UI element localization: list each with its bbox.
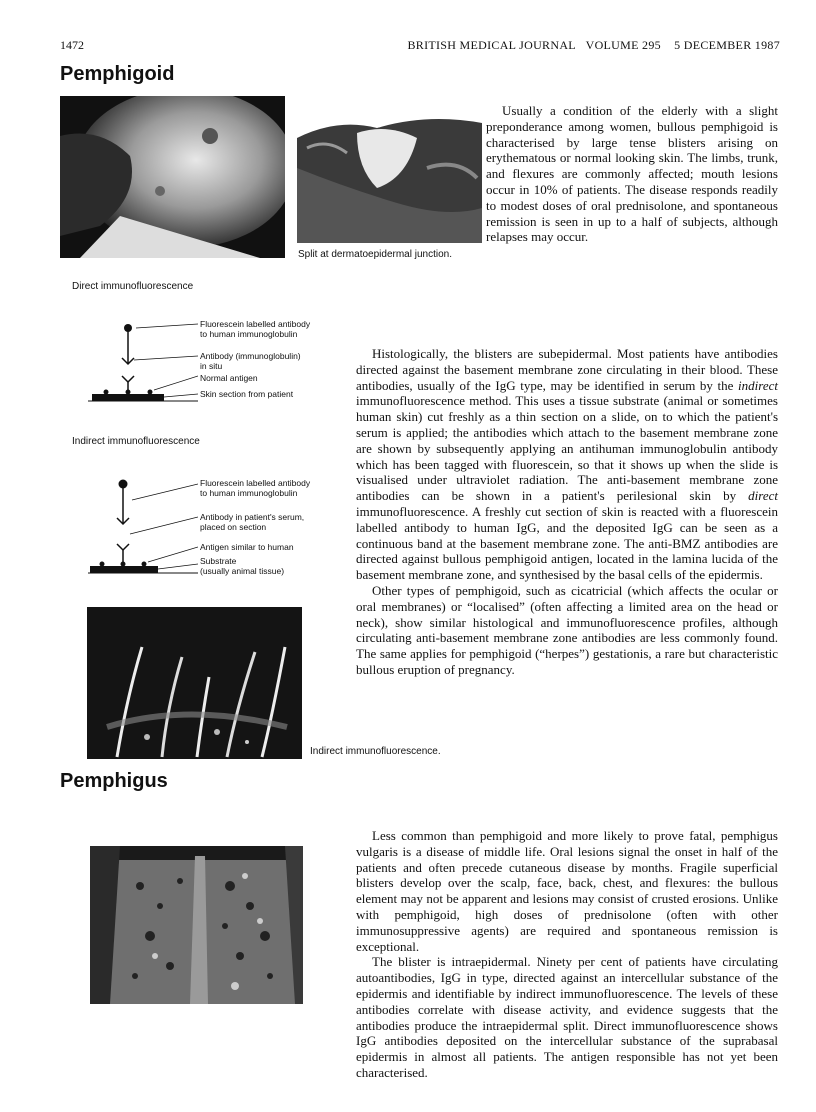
journal-info bbox=[407, 38, 780, 53]
pemphigus-body bbox=[356, 828, 778, 1081]
para2-part-b: immunofluorescence method. This uses a tissue substrate (animal or sometimes human skin) cut freshly as a thin section on a slide, on to which the patient's serum is applied; the antibodies which attach to the basement membrane zone are shown by subsequently applying an antihuman immunoglobulin antibody which has been tagged with fluorescein, so that it shows up when the slide is visualised under ultraviolet radiation. The anti-basement membrane zone antibodies can be shown in a patient's perilesional skin by bbox=[356, 393, 778, 504]
journal-date: 5 DECEMBER 1987 bbox=[674, 38, 780, 52]
indirect-if-title: Indirect immunofluorescence bbox=[72, 436, 200, 447]
direct-if-diagram bbox=[88, 318, 328, 410]
histology-caption: Split at dermatoepidermal junction. bbox=[298, 249, 452, 260]
direct-label-1: Fluorescein labelled antibody bbox=[200, 319, 311, 329]
indirect-if-diagram bbox=[88, 472, 328, 594]
indirect-if-schematic bbox=[88, 472, 198, 594]
direct-label-2: to human immunoglobulin bbox=[200, 329, 298, 339]
indirect-label-2: to human immunoglobulin bbox=[200, 488, 298, 498]
journal-volume: VOLUME 295 bbox=[585, 38, 661, 52]
pemphigus-photo bbox=[90, 846, 303, 1004]
pemphigoid-types-paragraph: Other types of pemphigoid, such as cicatricial (which affects the ocular or oral membranes) or “localised” (often affecting a limited area on the head or neck), show similar histological and immunofluorescence profiles, although circulating anti-basement membrane zone antibodies are less commonly found. The same applies for pemphigoid (“herpes”) gestationis, a rare but characteristic bullous eruption of pregnancy. bbox=[356, 582, 778, 677]
direct-label-3: Antibody (immunoglobulin) bbox=[200, 351, 301, 361]
indirect-label-7: (usually animal tissue) bbox=[200, 566, 285, 576]
indirect-label-3: Antibody in patient's serum, bbox=[200, 512, 305, 522]
blister-photo bbox=[60, 96, 285, 258]
para2-emphasis-indirect: indirect bbox=[738, 377, 778, 393]
para2-part-c: immunofluorescence. A freshly cut section of skin is reacted with a fluorescein labelled antibody to human IgG, and the deposited IgG can be seen as a continuous band at the basement membrane zone. The anti-BMZ antibodies are directed against bullous pemphigoid antigen, located in the lamina lucida of the basement membrane zone, and synthesised by the basal cells of the epidermis. bbox=[356, 503, 778, 583]
pemphigoid-body bbox=[356, 346, 778, 678]
pemphigoid-intro bbox=[486, 103, 778, 245]
indirect-label-1: Fluorescein labelled antibody bbox=[200, 478, 311, 488]
section-title-pemphigoid: Pemphigoid bbox=[60, 63, 175, 85]
pemphigoid-histology-paragraph bbox=[356, 346, 778, 583]
indirect-label-6: Substrate bbox=[200, 556, 237, 566]
direct-if-schematic bbox=[88, 318, 198, 410]
direct-if-title: Direct immunofluorescence bbox=[72, 281, 194, 292]
pemphigoid-intro-text: Usually a condition of the elderly with a slight preponderance among women, bullous pemphigoid is characterised by large tense blisters arising on erythematous or normal looking skin. The limbs, trunk, and flexures are commonly affected; mouth lesions occur in 10% of patients. The disease responds readily to modest doses of oral prednisolone, and spontaneous remission is seen in up to a half of subjects, although relapses may occur. bbox=[486, 103, 778, 245]
direct-label-6: Skin section from patient bbox=[200, 389, 294, 399]
direct-label-4: in situ bbox=[200, 361, 223, 371]
section-title-pemphigus: Pemphigus bbox=[60, 770, 168, 792]
running-header bbox=[60, 38, 780, 54]
journal-name: BRITISH MEDICAL JOURNAL bbox=[407, 38, 576, 52]
pemphigus-paragraph-2: The blister is intraepidermal. Ninety per cent of patients have circulating autoantibodies, IgG in type, directed against an intercellular substance of the epidermis and identifiable by indirect immunofluorescence. The levels of these antibodies correlate with disease activity, and evidence suggests that the antibodies produce the intraepidermal split. Direct immunofluorescence shows IgG antibodies deposited on the intercellular substance of the suprabasal epidermis in almost all patients. The antigen responsible has not yet been characterised. bbox=[356, 954, 778, 1080]
pemphigus-paragraph-1: Less common than pemphigoid and more likely to prove fatal, pemphigus vulgaris is a disease of middle life. Oral lesions signal the onset in half of the patients and often precede cutaneous disease by months. Fragile superficial blisters develop over the scalp, face, back, chest, and flexures: the bullous element may not be apparent and lesions may consist of crusted erosions. Unlike with pemphigoid, high doses of prednisolone (often with other immunosuppressive agents) are required and spontaneous remission is exceptional. bbox=[356, 828, 778, 954]
page-number: 1472 bbox=[60, 38, 84, 52]
para2-part-a: Histologically, the blisters are subepidermal. Most patients have antibodies directed against the basement membrane zone circulating in their blood. These antibodies, usually of the IgG type, may be identified in serum by the bbox=[356, 346, 778, 393]
indirect-label-4: placed on section bbox=[200, 522, 267, 532]
immunofluorescence-caption: Indirect immunofluorescence. bbox=[310, 746, 441, 757]
immunofluorescence-photo bbox=[87, 607, 302, 759]
para2-emphasis-direct: direct bbox=[748, 488, 778, 504]
indirect-label-5: Antigen similar to human bbox=[200, 542, 294, 552]
histology-photo bbox=[297, 108, 482, 243]
direct-label-5: Normal antigen bbox=[200, 373, 258, 383]
